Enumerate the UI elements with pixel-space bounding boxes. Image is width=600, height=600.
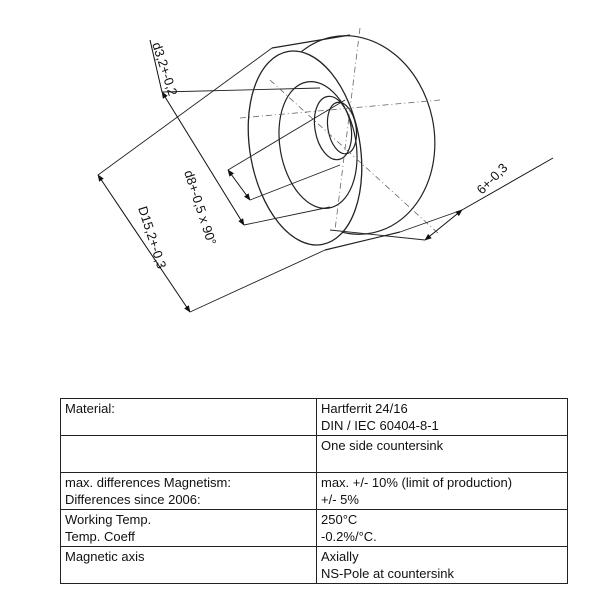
material-standard: DIN / IEC 60404-8-1 [321, 418, 439, 433]
dim-thickness: 6+-0,3 [473, 160, 511, 198]
dim-inner-bore: d3,2+-0,2 [149, 40, 181, 98]
dim-outer-diameter: D15,2+-0,3 [135, 204, 170, 271]
since2006-value: +/- 5% [321, 492, 359, 507]
temp-label-text: Working Temp. [65, 512, 152, 527]
temp-label [61, 510, 317, 547]
material-label: Material: [61, 399, 317, 436]
temp-value [317, 510, 568, 547]
empty-cell [61, 436, 317, 473]
pole-value: NS-Pole at countersink [321, 566, 454, 581]
magnetism-label-text: max. differences Magnetism: [65, 475, 231, 490]
coeff-label: Temp. Coeff [65, 529, 135, 544]
finish-value: One side countersink [317, 436, 568, 473]
magnetism-value [317, 473, 568, 510]
magnetism-label [61, 473, 317, 510]
axis-value-text: Axially [321, 549, 359, 564]
axis-label: Magnetic axis [61, 547, 317, 584]
magnetism-value-text: max. +/- 10% (limit of production) [321, 475, 513, 490]
since2006-label: Differences since 2006: [65, 492, 201, 507]
table-row [61, 399, 568, 436]
temp-value-text: 250°C [321, 512, 358, 527]
coeff-value: -0.2%/°C. [321, 529, 377, 544]
axis-value [317, 547, 568, 584]
spec-table [60, 398, 568, 584]
table-row [61, 510, 568, 547]
table-row [61, 547, 568, 584]
dim-countersink: d8+-0,5 x 90° [181, 168, 220, 247]
material-grade: Hartferrit 24/16 [321, 401, 408, 416]
table-row [61, 436, 568, 473]
material-value [317, 399, 568, 436]
table-row [61, 473, 568, 510]
